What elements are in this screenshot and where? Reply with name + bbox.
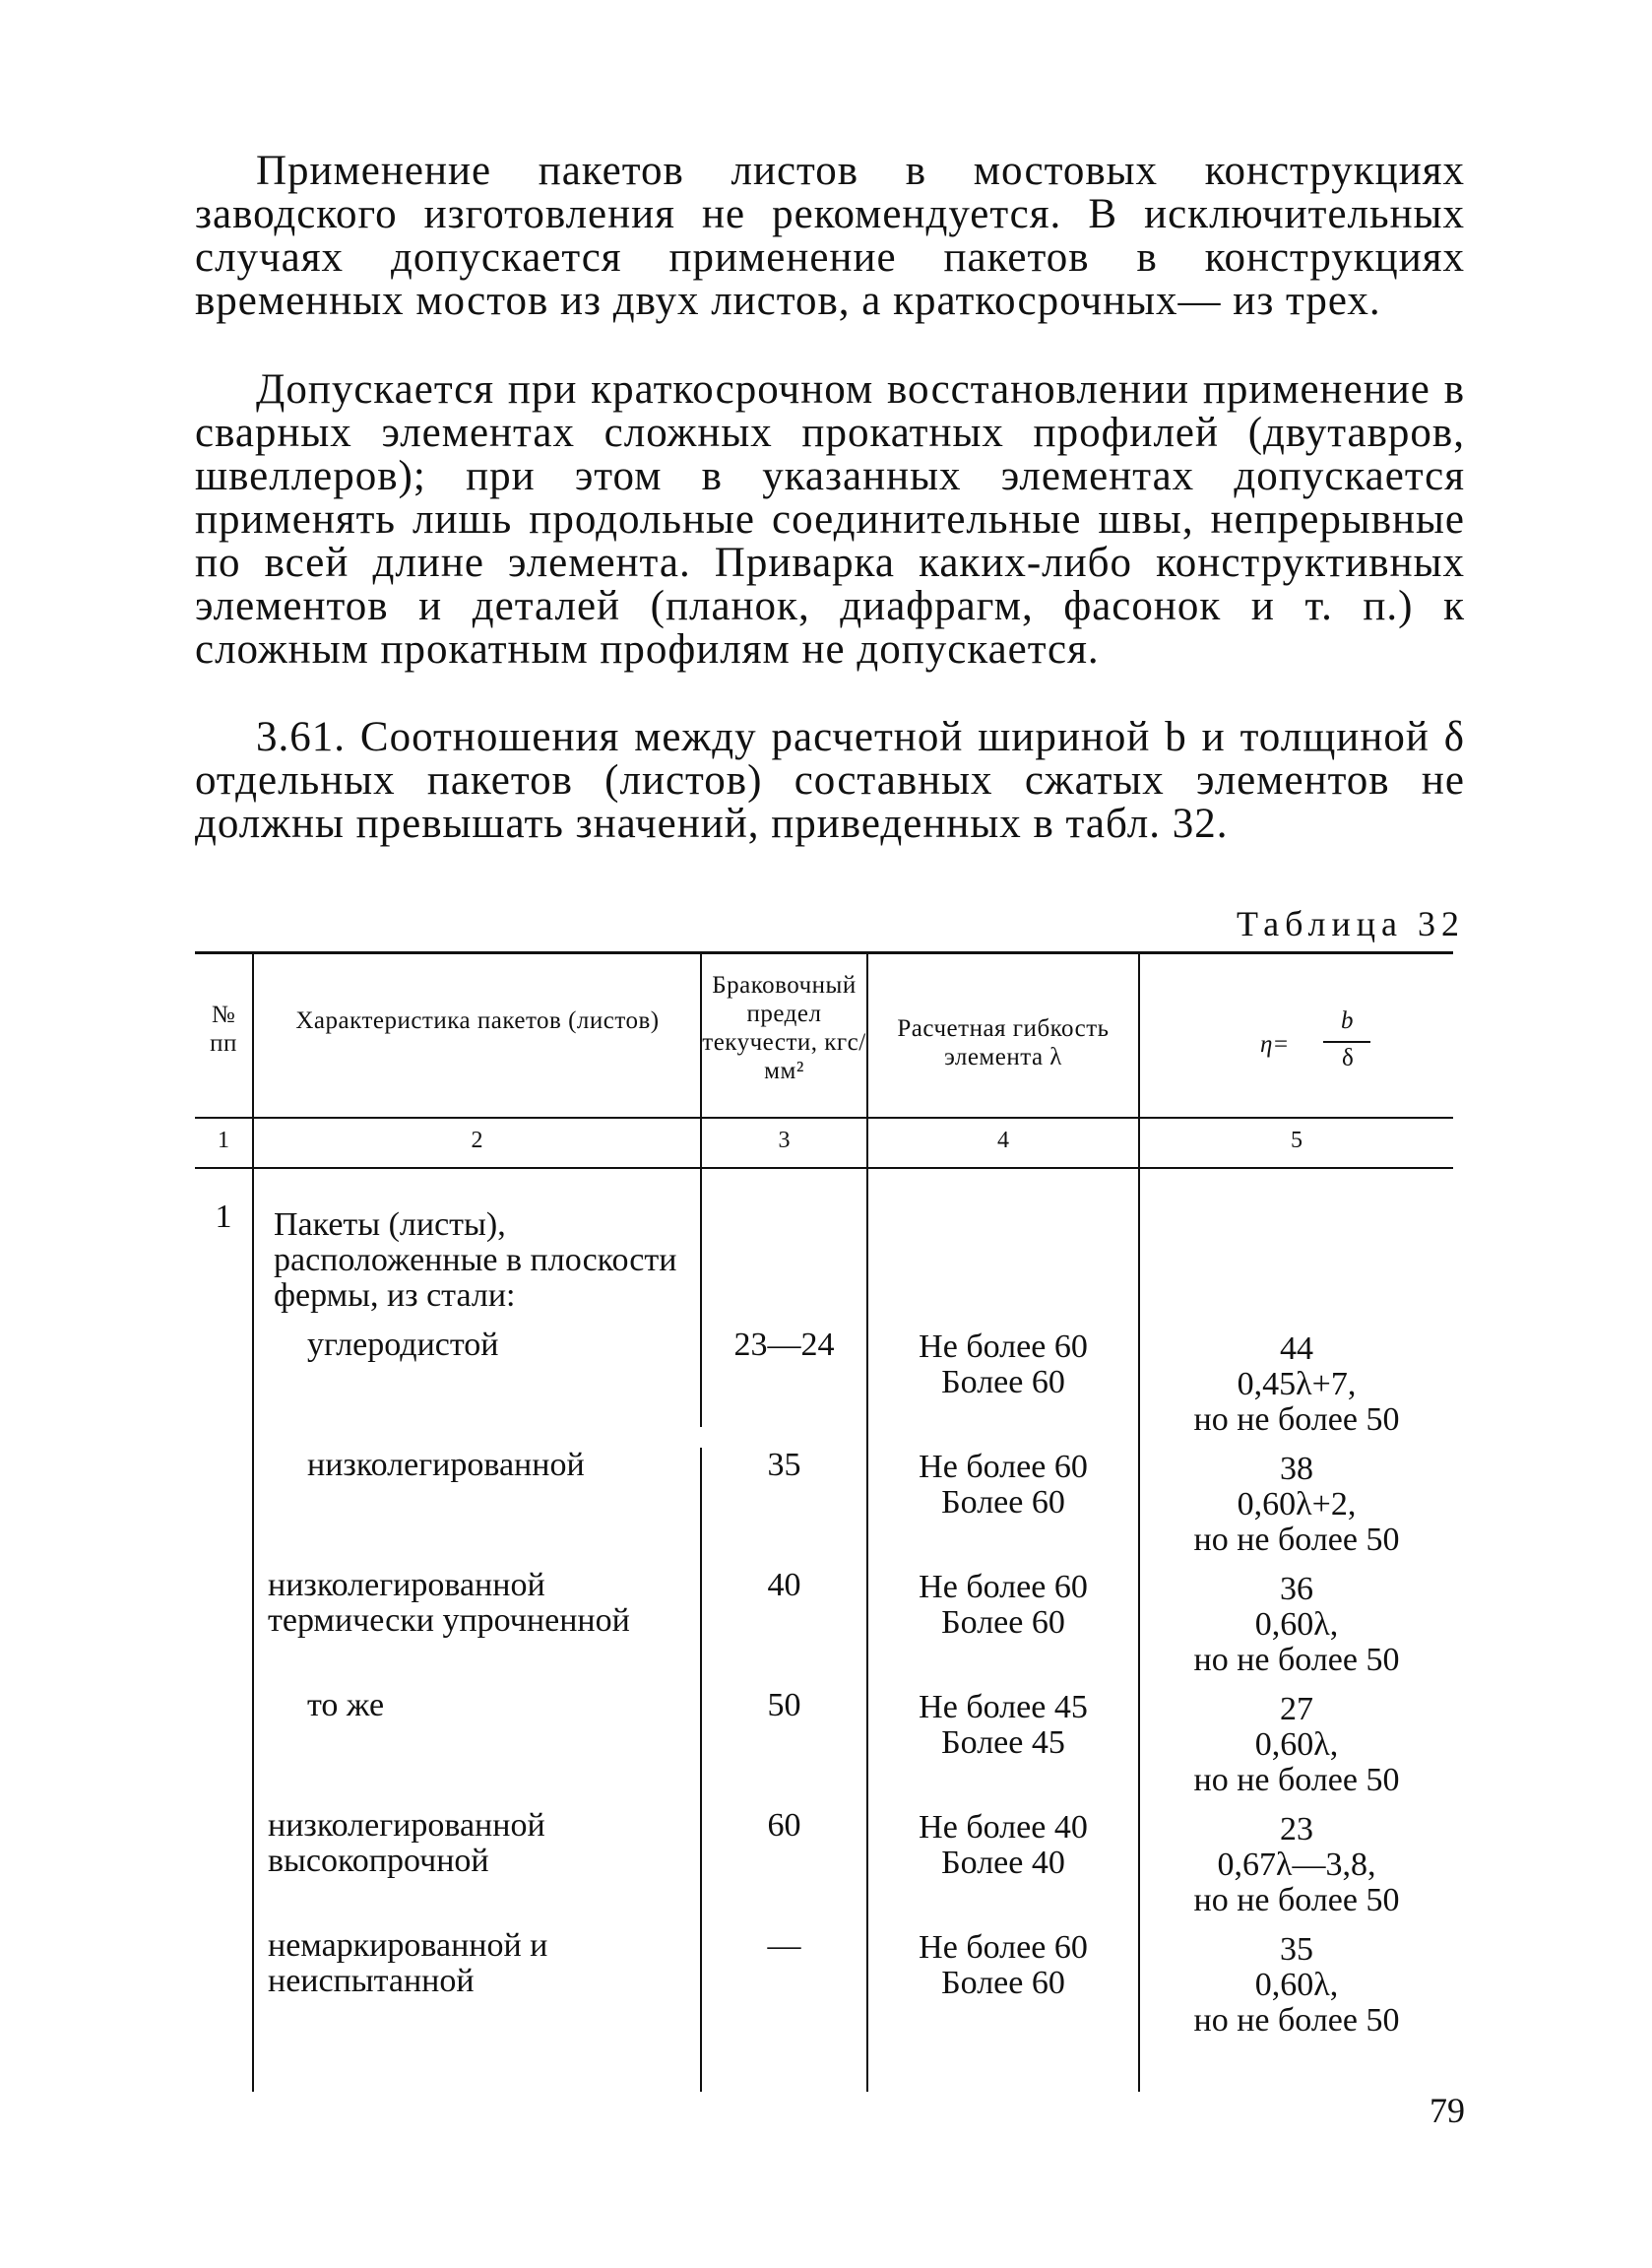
steel-grade: углеродистой [307,1327,499,1363]
flexibility-value: Не более 45 Более 45 [919,1689,1088,1761]
flexibility-value: Не более 60 Более 60 [919,1929,1088,2001]
eta-value: 35 0,60λ, но не более 50 [1193,1931,1400,2039]
eta-lhs: η= [1260,1031,1290,1058]
flexibility-value: Не более 60 Более 60 [919,1328,1088,1400]
eta-value: 23 0,67λ—3,8, но не более 50 [1193,1811,1400,1918]
steel-grade: то же [307,1687,385,1723]
steel-grade: низколегированной высокопрочной [268,1807,545,1879]
row-number: 1 [215,1199,232,1235]
eta-numerator: b [1341,1007,1354,1034]
table-top-rule [195,951,1453,954]
eta-value: 44 0,45λ+7, но не более 50 [1193,1330,1400,1438]
header-characteristics: Характеристика пакетов (листов) [295,1007,660,1034]
paragraph-3-61: 3.61. Соотношения между расчетной шириной b и толщиной δ отдельных пакетов (листов) составных сжатых элементов не должны превышать значений, приведенных в табл. 32. [195,714,1465,847]
column-divider [866,954,868,2092]
paragraph-packages-usage: Применение пакетов листов в мостовых конструкциях заводского изготовления не рекомендуется. В исключительных случаях допускается применение пакетов в конструкциях временных мостов из двух листов, а краткосрочных— из трех. [195,148,1465,324]
header-yield-limit: Браковочный предел текучести, кгс/мм² [702,972,866,1084]
eta-fraction-bar [1323,1041,1370,1043]
column-number: 4 [997,1128,1009,1153]
page-number: 79 [1430,2091,1465,2130]
numbers-bottom-rule [195,1167,1453,1169]
flexibility-value: Не более 60 Более 60 [919,1569,1088,1641]
yield-limit-value: 60 [767,1807,801,1844]
eta-value: 27 0,60λ, но не более 50 [1193,1691,1400,1798]
steel-grade: низколегированной термически упрочненной [268,1567,630,1639]
column-number: 1 [218,1128,229,1153]
header-bottom-rule [195,1117,1453,1119]
eta-denominator: δ [1342,1045,1354,1071]
column-divider [252,954,254,2092]
flexibility-value: Не более 40 Более 40 [919,1809,1088,1881]
steel-grade: немаркированной и неиспытанной [268,1927,548,1999]
yield-limit-value: 23—24 [733,1327,835,1363]
header-flexibility: Расчетная гибкость элемента λ [897,1015,1110,1070]
table-caption: Таблица 32 [1237,904,1465,943]
yield-limit-value: 35 [767,1447,801,1483]
yield-limit-value: 50 [767,1687,801,1723]
yield-limit-value: 40 [767,1567,801,1603]
column-number: 5 [1291,1128,1303,1153]
column-number: 2 [471,1128,483,1153]
group-title: Пакеты (листы), расположенные в плоскости фермы, из стали: [274,1206,677,1314]
column-number: 3 [778,1128,791,1153]
eta-value: 36 0,60λ, но не более 50 [1193,1571,1400,1678]
flexibility-value: Не более 60 Более 60 [919,1449,1088,1521]
steel-grade: низколегированной [307,1447,585,1483]
header-eta-formula [1140,1000,1453,1069]
eta-value: 38 0,60λ+2, но не более 50 [1193,1451,1400,1558]
header-number: № пп [210,1002,237,1057]
column-divider [700,1448,702,2092]
yield-limit-value: — [767,1927,801,1964]
paragraph-welded-profiles: Допускается при краткосрочном восстановлении применение в сварных элементах сложных прокатных профилей (двутавров, швеллеров); при этом в указанных элементах допускается применять лишь продольные соединительные швы, непрерывные по всей длине элемента. Приварка каких-либо конструктивных элементов и деталей (планок, диафрагм, фасонок и т. п.) к сложным прокатным профилям не допускается. [195,366,1465,673]
